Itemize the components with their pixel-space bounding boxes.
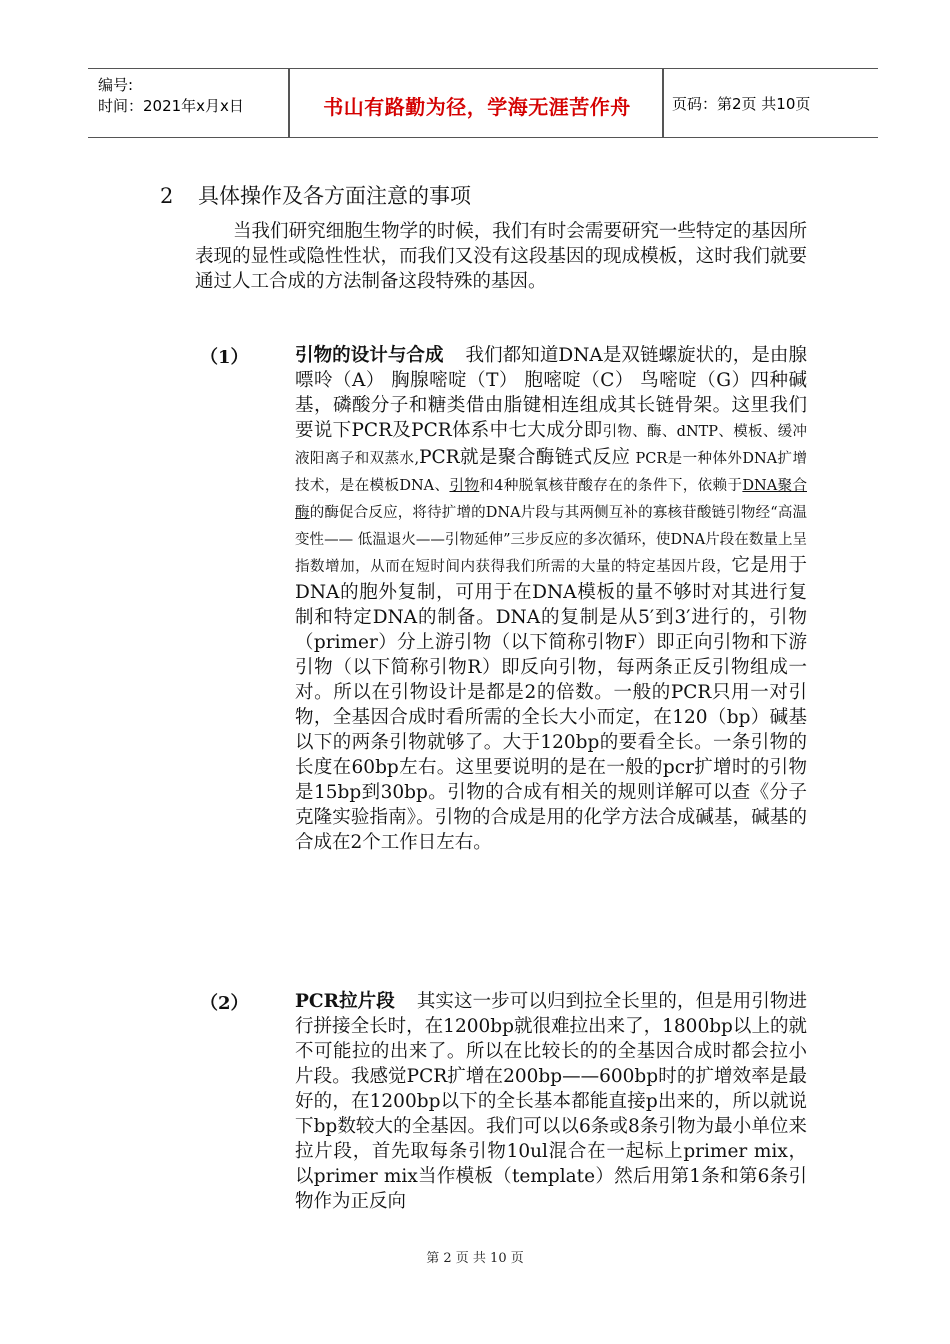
header-meta xyxy=(98,75,244,117)
section-heading xyxy=(160,180,471,210)
page-header xyxy=(88,68,878,138)
item1-small-d: 的酶促合反应，将待扩增的DNA片段与其两侧互补的寡核苷酸链引物经“高温变性—— 低温退火——引物延伸”三步反应的多次循环，使DNA片段在数量上呈指数增加，从而在短时间内获得我们所需的大量的特定基因片段， xyxy=(295,505,808,575)
page-footer: 第 2 页 共 10 页 xyxy=(426,1251,524,1266)
number-label: 编号: xyxy=(98,76,134,94)
item1-paragraph xyxy=(295,343,807,855)
header-motto: 书山有路勤为径，学海无涯苦作舟 xyxy=(323,95,631,119)
header-page-info: 页码：第2页 共10页 xyxy=(672,95,811,113)
time-label: 时间：2021年x月x日 xyxy=(98,97,244,115)
item1-text-c: 它是用于DNA的胞外复制，可用于在DNA模板的量不够时对其进行复制和特定DNA的制备。DNA的复制是从5′到3′进行的，引物（primer）分上游引物（以下简称引物F）即正向引物和下游引物（以下简称引物R）即反向引物，每两条正反引物组成一对。所以在引物设计是都是2的倍数。一般的PCR只用一对引物，全基因合成时看所需的全长大小而定，在120（bp）碱基以下的两条引物就够了。大于120bp的要看全长。一条引物的长度在60bp左右。这里要说明的是在一般的pcr扩增时的引物是15bp到30bp。引物的合成有相关的规则详解可以查《分子克隆实验指南》。引物的合成是用的化学方法合成碱基，碱基的合成在2个工作日左右。 xyxy=(295,555,807,853)
section-title: 具体操作及各方面注意的事项 xyxy=(198,184,471,208)
intro-paragraph xyxy=(195,219,807,294)
primer-link[interactable]: 引物 xyxy=(449,478,480,494)
item1-label: （1） xyxy=(200,347,249,368)
item1-text-a: 我们都知道DNA是双链螺旋状的，是由腺嘌呤（A） 胸腺嘧啶（T） 胞嘧啶（C） 鸟嘧啶（G）四种碱基，磷酸分子和糖类借由脂键相连组成其长链骨架。这里我们要说下PCR及PCR体系中七大成分即 xyxy=(295,345,807,441)
item2-text: 其实这一步可以归到拉全长里的，但是用引物进行拼接全长时，在1200bp就很难拉出来了，1800bp以上的就不可能拉的出来了。所以在比较长的的全基因合成时都会拉小片段。我感觉PCR扩增在200bp——600bp时的扩增效率是最好的，在1200bp以下的全长基本都能直接p出来的，所以就说下bp数较大的全基因。我们可以以6条或8条引物为最小单位来拉片段，首先取每条引物10ul混合在一起标上primer mix，以primer mix当作模板（template）然后用第1条和第6条引物作为正反向 xyxy=(295,991,807,1212)
intro-text: 当我们研究细胞生物学的时候，我们有时会需要研究一些特定的基因所表现的显性或隐性性状，而我们又没有这段基因的现成模板，这时我们就要通过人工合成的方法制备这段特殊的基因。 xyxy=(195,221,807,292)
section-number: 2 xyxy=(160,184,174,208)
item2-title: PCR拉片段 xyxy=(295,991,395,1012)
dna-polymerase-link[interactable]: DNA聚合酶 xyxy=(295,478,807,521)
item2-paragraph xyxy=(295,989,807,1214)
item1-small-a: 引物、酶、dNTP、模板、缓冲液阳离子和双蒸水, xyxy=(295,424,807,467)
item1-text-b: PCR就是聚合酶链式反应 xyxy=(419,447,631,468)
item1-title: 引物的设计与合成 xyxy=(295,345,444,366)
item2-label: （2） xyxy=(200,993,249,1014)
item1-small-b: PCR是一种体外DNA扩增技术，是在模板DNA、 xyxy=(295,451,807,494)
item1-small-c: 和4种脱氧核苷酸存在的条件下，依赖于 xyxy=(479,478,743,494)
